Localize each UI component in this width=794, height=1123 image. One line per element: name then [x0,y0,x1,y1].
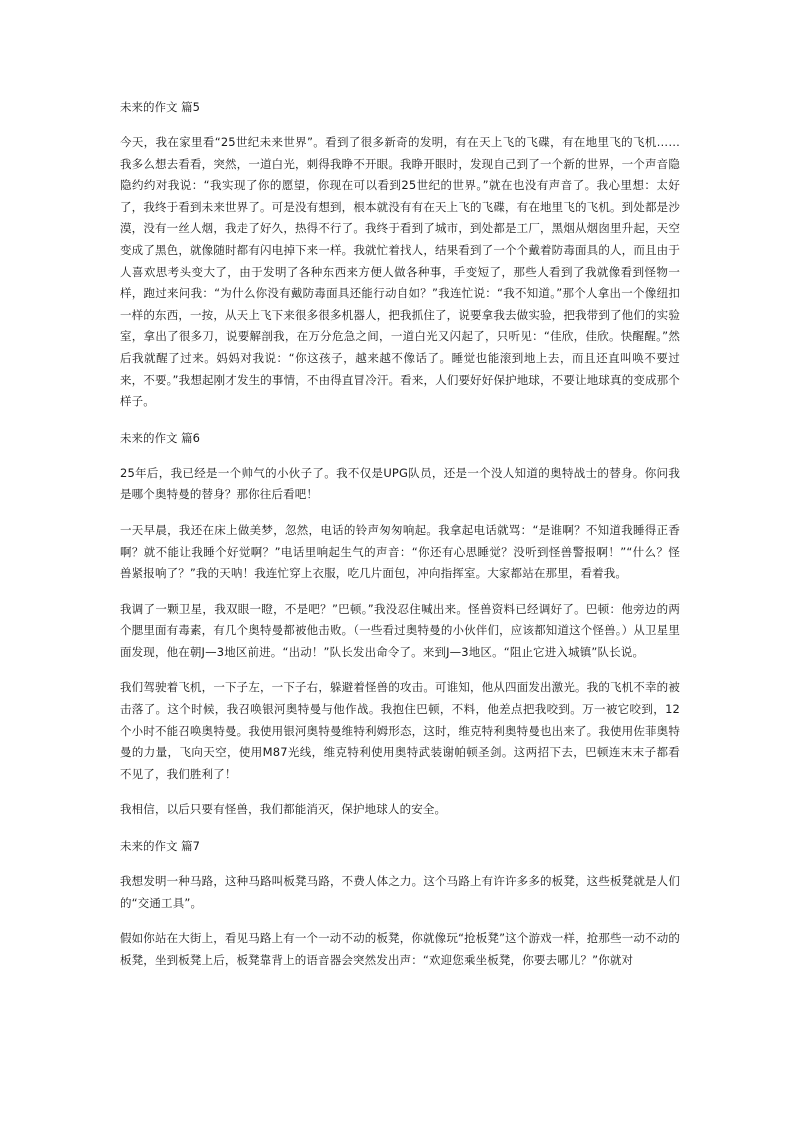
section-paragraph: 假如你站在大街上，看见马路上有一个一动不动的板凳，你就像玩“抢板凳”这个游戏一样，抢那些一动不动的板凳，坐到板凳上后，板凳靠背上的语音器会突然发出声：“欢迎您乘坐板凳，你要去哪儿？”你就对 [120,931,680,967]
section-paragraph: 我相信，以后只要有怪兽，我们都能消灭，保护地球人的安全。 [120,802,447,817]
section-paragraph: 我们驾驶着飞机，一下子左，一下子右，躲避着怪兽的攻击。可谁知，他从四面发出激光。我的飞机不幸的被击落了。这个时候，我召唤银河奥特曼与他作战。我抱住巴顿，不料，他差点把我咬到。万一被它咬到，12个小时不能召唤奥特曼。我使用银河奥特曼维特利姆形态，这时，维克特利奥特曼也出来了。我使用佐菲奥特曼的力量，飞向天空，使用M87光线，维克特利使用奥特武装谢帕顿圣剑。这两招下去，巴顿连末末子都看不见了，我们胜利了！ [120,680,680,781]
section-heading: 未来的作文 篇5 [120,100,200,114]
section-heading: 未来的作文 篇6 [120,430,200,445]
section-paragraph: 今天，我在家里看“25世纪未来世界”。看到了很多新奇的发明，有在天上飞的飞碟，有在地里飞的飞机……我多么想去看看，突然，一道白光，刺得我睁不开眼。我睁开眼时，发现自己到了一个新的世界，一个声音隐隐约约对我说：“我实现了你的愿望，你现在可以看到25世纪的世界。”就在也没有声音了。我心里想：太好了，我终于看到未来世界了。可是没有想到，根本就没有有在天上飞的飞碟，有在地里飞的飞机。到处都是沙漠，没有一丝人烟，我走了好久，热得不行了。我终于看到了城市，到处都是工厂，黑烟从烟囱里升起，天空变成了黑色，就像随时都有闪电掉下来一样。我就忙着找人，结果看到了一个个戴着防毒面具的人，而且由于人喜欢思考头变大了，由于发明了各种东西来方便人做各种事，手变短了，那些人看到了我就像看到怪物一样，跑过来问我：“为什么你没有戴防毒面具还能行动自如？”我连忙说：“我不知道。”那个人拿出一个像纽扣一样的东西，一按，从天上飞下来很多很多机器人，把我抓住了，说要拿我去做实验，把我带到了他们的实验室，拿出了很多刀，说要解剖我，在万分危急之间，一道白光又闪起了，只听见：“佳欣，佳欣。快醒醒。”然后我就醒了过来。妈妈对我说：“你这孩子，越来越不像话了。睡觉也能滚到地上去，而且还直叫唤不要过来，不要。”我想起刚才发生的事情，不由得直冒冷汗。看来，人们要好好保护地球，不要让地球真的变成那个样子。 [120,135,680,409]
section-paragraph: 我调了一颗卫星，我双眼一瞪，不是吧？”巴顿。”我没忍住喊出来。怪兽资料已经调好了。巴顿：他旁边的两个腮里面有毒素，有几个奥特曼都被他击败。（一些看过奥特曼的小伙伴们，应该都知道这个怪兽。）从卫星里面发现，他在朝J—3地区前进。“出动！”队长发出命令了。来到J—3地区。“阻止它进入城镇”队长说。 [120,601,680,659]
section-heading: 未来的作文 篇7 [120,839,200,854]
section-paragraph: 25年后，我已经是一个帅气的小伙子了。我不仅是UPG队员，还是一个没人知道的奥特战士的替身。你问我是哪个奥特曼的替身？那你往后看吧！ [120,465,680,502]
section-paragraph: 我想发明一种马路，这种马路叫板凳马路，不费人体之力。这个马路上有许许多多的板凳，这些板凳就是人们的“交通工具”。 [120,874,680,910]
section-paragraph: 一天早晨，我还在床上做美梦，忽然，电话的铃声匆匆响起。我拿起电话就骂：“是谁啊？不知道我睡得正香啊？就不能让我睡个好觉啊？”电话里响起生气的声音：“你还有心思睡觉？没听到怪兽警报啊！”“什么？怪兽紧报响了？”我的天呐！我连忙穿上衣服，吃几片面包，冲向指挥室。大家都站在那里，看着我。 [120,522,680,581]
document-page [120,96,680,985]
